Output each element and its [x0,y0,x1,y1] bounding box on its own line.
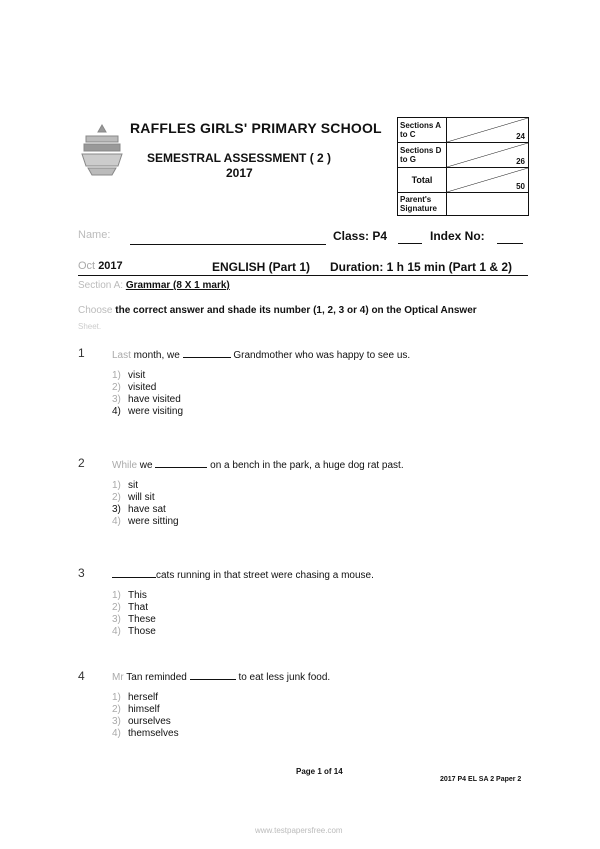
school-crest-logo [78,122,126,178]
option-number: 4) [112,626,121,637]
options-list [112,370,183,418]
parent-signature-cell[interactable] [447,193,529,216]
instruction [78,305,477,316]
answer-blank [183,348,231,358]
question-before: we [137,460,153,471]
question-after: to eat less junk food. [238,672,331,683]
option[interactable] [112,602,156,614]
option-text: have visited [128,394,181,405]
name-label: Name: [78,229,111,241]
option[interactable] [112,480,179,492]
marks-row-label: Total [398,168,447,193]
option-number: 3) [112,716,121,727]
section-label: Section A: [78,280,124,291]
date-year: 2017 [98,260,123,272]
paper-subject: ENGLISH (Part 1) [212,260,311,274]
marks-row [398,143,529,168]
school-name: RAFFLES GIRLS' PRIMARY SCHOOL [130,120,382,136]
option[interactable] [112,728,179,740]
option[interactable] [112,626,156,638]
marks-table [397,117,529,216]
option-number: 4) [112,406,121,417]
option-text: visit [128,370,146,381]
marks-row-label: Sections A to C [398,118,447,143]
option-number: 1) [112,692,121,703]
option-text: will sit [128,492,155,503]
question-after: Grandmother who was happy to see us. [233,350,411,361]
index-label: Index No: [430,229,485,243]
answer-blank [112,568,156,578]
option-text: visited [128,382,157,393]
option-text: sit [128,480,138,491]
option-text: have sat [128,504,166,515]
option[interactable] [112,614,156,626]
section-heading [78,280,230,291]
marks-cell [447,143,529,168]
option-number: 2) [112,704,121,715]
question-text [112,568,374,581]
option-number: 4) [112,728,121,739]
question-lead: Mr [112,672,124,683]
marks-row [398,193,529,216]
marks-cell [447,168,529,193]
option-text: herself [128,692,159,703]
answer-blank [190,670,236,680]
option-number: 2) [112,382,121,393]
option-number: 3) [112,394,121,405]
page-number: Page 1 of 14 [296,767,343,776]
date-month: Oct [78,260,96,272]
option[interactable] [112,590,156,602]
option-text: Those [128,626,156,637]
question-after: cats running in that street were chasing a mouse. [156,570,374,581]
option[interactable] [112,504,179,516]
class-field[interactable] [398,243,422,244]
paper-code: 2017 P4 EL SA 2 Paper 2 [440,776,522,783]
class-label: Class: P4 [333,229,388,243]
paper-date [78,260,123,272]
marks-cell [447,118,529,143]
watermark-url: www.testpapersfree.com [255,826,343,835]
marks-total-value: 24 [516,132,525,141]
options-list [112,480,179,528]
option-text: himself [128,704,160,715]
assessment-title: SEMESTRAL ASSESSMENT ( 2 ) [147,151,332,165]
option-number: 3) [112,614,121,625]
section-title: Grammar (8 X 1 mark) [125,280,230,291]
options-list [112,590,156,638]
option-text: themselves [128,728,179,739]
marks-total-value: 50 [516,182,525,191]
question-number: 3 [78,566,85,580]
divider [78,275,528,276]
option-text: ourselves [128,716,171,727]
name-field[interactable] [130,233,326,245]
option-number: 2) [112,492,121,503]
marks-row [398,118,529,143]
question-before: month, we [130,350,180,361]
question-lead: While [112,460,138,471]
option-number: 1) [112,590,121,601]
option[interactable] [112,516,179,528]
option[interactable] [112,716,179,728]
option[interactable] [112,394,183,406]
question-after: on a bench in the park, a huge dog rat past. [210,460,404,471]
question-lead: Last [112,350,131,361]
option-number: 1) [112,480,121,491]
option-number: 1) [112,370,121,381]
instruction-lead: Choose [78,305,113,316]
assessment-year: 2017 [226,166,253,180]
question-number: 4 [78,669,85,683]
marks-total-value: 26 [516,157,525,166]
question-text [112,458,404,471]
question-text [112,348,410,361]
option-text: These [128,614,156,625]
marks-row-label: Sections D to G [398,143,447,168]
question-number: 1 [78,346,85,360]
option-text: That [128,602,149,613]
option-number: 4) [112,516,121,527]
paper-duration: Duration: 1 h 15 min (Part 1 & 2) [330,260,513,274]
question-text [112,670,330,683]
option[interactable] [112,370,183,382]
index-field[interactable] [497,243,523,244]
options-list [112,692,179,740]
option[interactable] [112,692,179,704]
instruction-text: the correct answer and shade its number (1, 2, 3 or 4) on the Optical Answer [115,305,477,316]
option[interactable] [112,382,183,394]
option-text: were sitting [128,516,179,527]
marks-row [398,168,529,193]
option[interactable] [112,406,183,418]
option[interactable] [112,492,179,504]
answer-blank [155,458,207,468]
question-number: 2 [78,456,85,470]
option[interactable] [112,704,179,716]
option-text: This [128,590,147,601]
question-before: Tan reminded [123,672,187,683]
option-text: were visiting [128,406,184,417]
option-number: 2) [112,602,121,613]
option-number: 3) [112,504,121,515]
instruction-second-line: Sheet. [78,322,102,331]
marks-row-label: Parent's Signature [398,193,447,216]
